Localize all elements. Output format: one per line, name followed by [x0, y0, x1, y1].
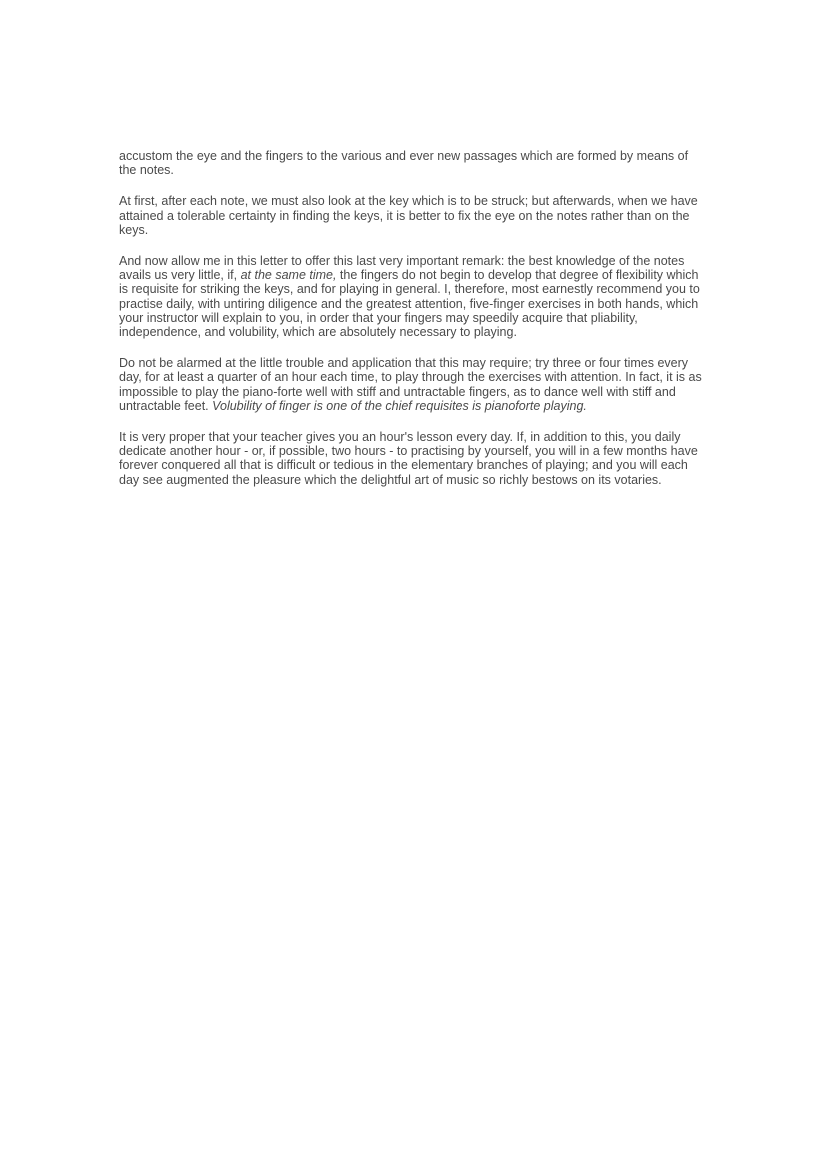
italic-phrase: Volubility of finger is one of the chief requisites is pianoforte playing. — [212, 398, 587, 413]
paragraph — [119, 356, 703, 413]
paragraph — [119, 254, 703, 339]
paragraph: accustom the eye and the fingers to the various and ever new passages which are formed by means of the notes. — [119, 149, 689, 178]
document-page — [119, 149, 703, 504]
paragraph-text: And now allow me in this letter to offer this last very important remark: the best knowledge of the notes avails us very little, if, — [119, 254, 685, 283]
paragraph: It is very proper that your teacher gives you an hour's lesson every day. If, in addition to this, you daily dedicate another hour - or, if possible, two hours - to practising by yourself, you will in a few months have forever conquered all that is difficult or tedious in the elementary branches of playing; and you will each day see augmented the pleasure which the delightful art of music so richly bestows on its votaries. — [119, 430, 698, 487]
paragraph-text: Do not be alarmed at the little trouble and application that this may require; try three or four times every day, for at least a quarter of an hour each time, to play through the exercises with attention. In fact, it is as impossible to play the piano-forte well with stiff and untractable fingers, as to dance well with stiff and untractable feet. — [119, 356, 702, 413]
paragraph: At first, after each note, we must also look at the key which is to be struck; but afterwards, when we have attained a tolerable certainty in finding the keys, it is better to fix the eye on the notes rather than on the keys. — [119, 194, 698, 237]
italic-phrase: at the same time, — [240, 268, 337, 283]
paragraph-text: the fingers do not begin to develop that degree of flexibility which is requisite for striking the keys, and for playing in general. I, therefore, most earnestly recommend you to practise daily, with untiring diligence and the greatest attention, five-finger exercises in both hands, which your instructor will explain to you, in order that your fingers may speedily acquire that pliability, independence, and volubility, which are absolutely necessary to playing. — [119, 268, 700, 340]
